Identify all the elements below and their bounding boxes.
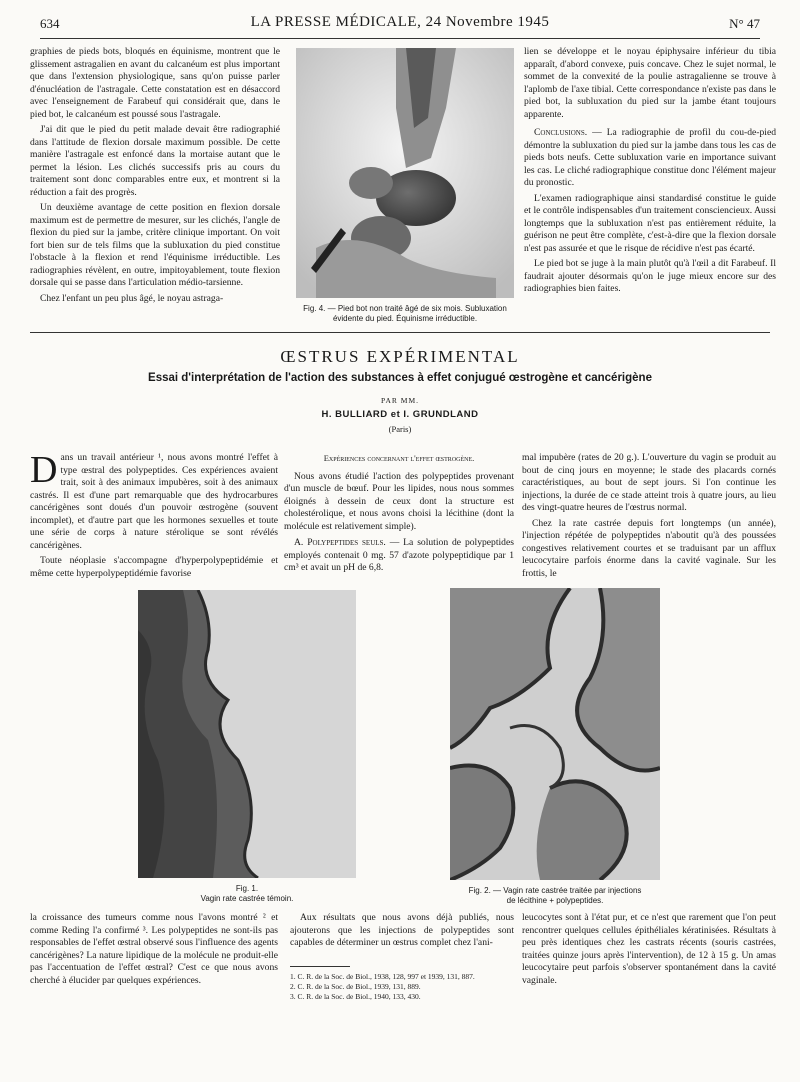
bottom-column-1 [30,912,278,1022]
figure-1-label: Fig. 1. [235,884,259,893]
paragraph: graphies de pieds bots, bloqués en équinisme, montrent que le glissement astragalien en avant du calcanéum est plus important que dans l'extension physiologique, sans qu'on puisse parler d'énucléation de l'astragale. Cette constatation est en désaccord avec l'enseignement de Farabeuf qui considérait que, dans le pied bot, le calcanéum est poussé sous l'astragale. [30,46,280,120]
footnote: 1. C. R. de la Soc. de Biol., 1938, 128, 997 et 1939, 131, 887. [290,972,475,981]
paragraph-a-label: A. Polypeptides seuls. [294,537,386,548]
figure-1-description: Vagin rate castrée témoin. [200,894,294,903]
first-paragraph-text: ans un travail antérieur ¹, nous avons montré l'effet à type œstral des polypeptides. Ces expériences avaient trait, soit à des animaux impubères, soit à des animaux castrés. Il est d'une part remarquable que des hydrocarbures cancérigènes sont doués d'un pouvoir œstrogène (souvent incomplet), et d'autre part que les hormones sexuelles et toute une série de corps à nature stérolique se sont révélés cancérigènes. [30,452,278,551]
top-column-3 [524,46,776,324]
figure-2-description: de lécithine + polypeptides. [506,896,604,905]
first-paragraph [30,452,278,552]
figure-2-caption [440,886,670,906]
paragraph: Un deuxième avantage de cette position en flexion dorsale maximum est de permettre de mesurer, sur les clichés, l'angle de flexion du pied sur la jambe, critère clinique important. On voit fort bien sur de tels films que la subluxation du pied constitue l'obstacle à la flexion et rend l'équinisme irréductible. Les radiographies révèlent, en outre, impitoyablement, toute flexion dorsale qui se passe dans l'articulation médio-tarsienne. [30,202,280,288]
footnotes [290,972,514,1002]
section-divider [30,332,770,333]
paragraph: Le pied bot se juge à la main plutôt qu'à l'œil a dit Farabeuf. Il faudrait ajouter désormais qu'on le juge mieux encore sur des radiographies bien faites. [524,258,776,294]
micrograph-image [450,588,660,880]
author-location: (Paris) [388,424,412,434]
drop-cap: D [30,452,58,491]
article-title: ŒSTRUS EXPÉRIMENTAL [280,347,520,366]
bottom-column-2 [290,912,514,962]
page-header [40,14,760,39]
paragraph: leucocytes sont à l'état pur, et ce n'est que rarement que l'on peut rencontrer quelques cellules épithéliales kératinisées. Résultats à peu près identiques chez les castrats récents (souris castrées, traitées quinze jours après l'intervention), de 12 à 15 g. Un amas leucocytaire peut parfois s'observer spontanément dans la cavité vaginale. [522,912,776,986]
figure-2-micrograph [450,588,660,880]
figure-4-caption: Fig. 4. — Pied bot non traité âgé de six mois. Subluxation évidente du pied. Équinisme irréductible. [303,304,507,323]
micrograph-image [138,590,356,878]
paragraph-a-text: — La solution de polypeptides employés contenait 0 mg. 57 d'azote polypeptidique par 1 cm³ et avait un pH de 6,8. [284,537,514,573]
footnote: 3. C. R. de la Soc. de Biol., 1940, 133, 430. [290,992,421,1001]
article-subtitle: Essai d'interprétation de l'action des substances à effet conjugué œstrogène et cancérigène [148,372,652,384]
figure-1-caption [138,884,356,904]
conclusions-paragraph [524,127,776,190]
paragraph: la croissance des tumeurs comme nous l'avons montré ² et comme Reding l'a confirmé ³. Les polypeptides ne sont-ils pas responsables de l'effet œstral observé sous l'influence des agents cancérigènes? La nature lipidique de la molécule ne produit-elle pas l'accentuation de l'effet œstral? C'est ce que nous avons cherché à élucider par quelques expériences. [30,912,278,986]
bottom-column-3 [522,912,776,1022]
issue-number: N° 47 [729,16,760,31]
top-column-1 [30,46,280,324]
paragraph-a [284,537,514,575]
paragraph: Nous avons étudié l'action des polypeptides provenant d'un muscle de bœuf. Pour les lipides, nous nous sommes éloignés à dessein de ceux dont la structure est cholestérolique, et nous avons choisi la lécithine (dont la molécule est relativement simple). [284,470,514,532]
paragraph: Aux résultats que nous avons déjà publiés, nous ajouterons que les injections de polypeptides sont capables de déterminer un œstrus complet chez l'ani- [290,912,514,948]
paragraph: J'ai dit que le pied du petit malade devait être radiographié dans l'attitude de flexion dorsale maximum possible. De cette manière l'astragale est enfoncé dans la mortaise autant que le permet la lésion. Les clichés successifs pris au cours du traitement sont donc comparables entre eux, et montrent si la réduction a fait des progrès. [30,124,280,198]
footnote: 2. C. R. de la Soc. de Biol., 1939, 131, 889. [290,982,421,991]
footnote-rule [290,966,350,967]
article-column-3 [522,452,776,582]
journal-title: LA PRESSE MÉDICALE, 24 Novembre 1945 [250,14,550,30]
figure-1-micrograph [138,590,356,878]
conclusions-text: — La radiographie de profil du cou-de-pied démontre la subluxation du pied sur la jambe dans tous les cas de pieds bots neufs. Cette subluxation varie en importance suivant les cas. Le cliché radiographique constitue donc l'élément majeur du pronostic. [524,127,776,188]
section-heading: Expériences concernant l'effet œstrogène. [323,453,475,463]
figure-2-label: Fig. 2. — Vagin rate castrée traitée par injections [468,886,642,895]
page-number: 634 [40,16,60,31]
paragraph: Chez la rate castrée depuis fort longtemps (un année), l'injection répétée de polypeptides n'aboutit qu'à des poussées congestives relativement courtes et se traduisant par un afflux leucocytaire parfois énorme dans la cavité vaginale. Sur les frottis, le [522,517,776,579]
conclusions-label: Conclusions. [534,127,588,138]
paragraph: L'examen radiographique ainsi standardisé constitue le guide et le contrôle indispensables d'un traitement consciencieux. Aussi longtemps que la subluxation n'est pas entièrement réduite, la guérison ne peut être complète, c'est-à-dire que la flexion dorsale n'est pas assurée et que le risque de récidive n'est pas écarté. [524,192,776,254]
paragraph: Toute néoplasie s'accompagne d'hyperpolypeptidémie et même cette hyperpolypeptidémie favorise [30,555,278,579]
figure-4-radiograph [296,48,514,298]
radiograph-image [296,48,514,298]
article-column-1 [30,452,278,582]
paragraph: Chez l'enfant un peu plus âgé, le noyau astraga- [40,292,224,304]
paragraph: lien se développe et le noyau épiphysaire inférieur du tibia apparaît, d'abord convexe, puis concave. Chez le sujet normal, le sommet de la convexité de la poulie astragalienne se trouve à l'aplomb de l'axe tibial. Cette correspondance n'existe pas dans le pied bot, la subluxation du pied sur la jambe étant toujours apparente. [524,46,776,120]
paragraph: mal impubère (rates de 20 g.). L'ouverture du vagin se produit au bout de cinq jours en moyenne; le stade des placards cornés caractéristiques, au bout de sept jours. Si l'on continue les injections, la durée de ce stade atteint trois à quatre jours, au lieu des vingt-quatre heures de l'œstrus normal. [522,452,776,513]
article-column-2 [284,452,514,582]
authors: H. BULLIARD et I. GRUNDLAND [321,409,479,420]
byline: PAR MM. [381,396,419,405]
